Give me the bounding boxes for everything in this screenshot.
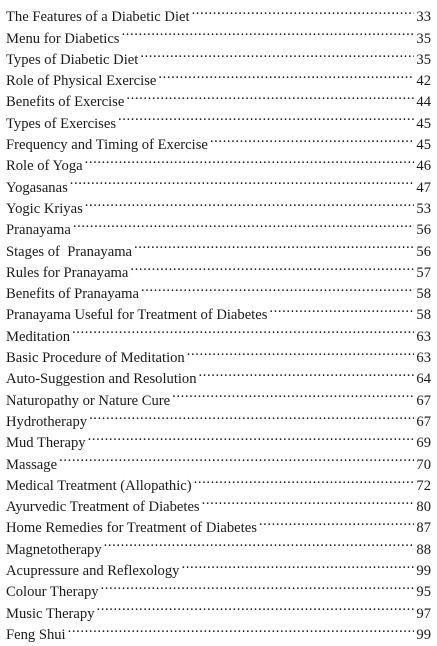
toc-entry-title: Auto-Suggestion and Resolution (6, 371, 197, 388)
toc-entry-page: 67 (416, 413, 431, 430)
toc-entry-massage[interactable] (6, 447, 431, 473)
dot-leader (85, 149, 414, 170)
toc-entry-page: 64 (416, 371, 431, 388)
toc-entry-page: 72 (416, 477, 431, 494)
toc-entry-page: 35 (416, 30, 431, 47)
toc-entry-title: Medical Treatment (Allopathic) (6, 477, 192, 494)
dot-leader (89, 405, 414, 426)
toc-entry-page: 69 (416, 435, 431, 452)
toc-entry-page: 58 (416, 286, 431, 303)
toc-entry-title: Mud Therapy (6, 435, 86, 452)
toc-entry-feng-shui[interactable] (6, 618, 431, 643)
toc-entry-yogasanas[interactable] (6, 170, 431, 196)
toc-entry-page: 97 (416, 605, 431, 622)
toc-entry-page: 47 (416, 179, 431, 196)
dot-leader (172, 383, 414, 404)
toc-entry-title: Stages of Pranayama (6, 243, 133, 260)
toc-entry-title: Menu for Diabetics (6, 30, 120, 47)
dot-leader (202, 490, 414, 511)
dot-leader (141, 277, 414, 298)
dot-leader (130, 256, 414, 277)
toc-entry-page: 58 (416, 307, 431, 324)
toc-entry-page: 53 (416, 200, 431, 217)
dot-leader (158, 64, 414, 85)
toc-entry-title: Massage (6, 456, 58, 473)
toc-entry-title: Role of Yoga (6, 158, 83, 175)
toc-entry-page: 63 (416, 350, 431, 367)
toc-entry-page: 99 (416, 563, 431, 580)
toc-entry-title: Frequency and Timing of Exercise (6, 137, 208, 154)
toc-entry-title: Music Therapy (6, 605, 95, 622)
dot-leader (104, 532, 414, 553)
dot-leader (181, 554, 414, 575)
dot-leader (140, 43, 414, 64)
toc-entry-page: 95 (416, 584, 431, 601)
toc-entry-medical-treatment[interactable] (6, 469, 431, 494)
toc-entry-title: Meditation (6, 328, 71, 345)
toc-entry-title: The Features of a Diabetic Diet (6, 9, 190, 26)
toc-entry-title: Yogasanas (6, 179, 68, 196)
toc-entry-title: Benefits of Exercise (6, 94, 125, 111)
toc-entry-title: Ayurvedic Treatment of Diabetes (6, 499, 200, 516)
dot-leader (134, 234, 414, 255)
dot-leader (70, 170, 414, 191)
dot-leader (101, 575, 414, 596)
dot-leader (73, 213, 414, 234)
toc-entry-page: 45 (416, 137, 431, 154)
dot-leader (59, 447, 414, 468)
dot-leader (194, 469, 414, 490)
toc-entry-page: 56 (416, 222, 431, 239)
dot-leader (199, 362, 414, 383)
dot-leader (88, 426, 414, 447)
table-of-contents (6, 0, 431, 643)
toc-entry-title: Hydrotherapy (6, 413, 88, 430)
toc-entry-title: Benefits of Pranayama (6, 286, 139, 303)
toc-entry-page: 42 (416, 73, 431, 90)
dot-leader (68, 618, 414, 639)
toc-entry-page: 80 (416, 499, 431, 516)
dot-leader (97, 596, 415, 617)
toc-entry-page: 45 (416, 115, 431, 132)
toc-entry-title: Naturopathy or Nature Cure (6, 392, 171, 409)
toc-entry-title: Magnetotherapy (6, 541, 102, 558)
toc-entry-page: 70 (416, 456, 431, 473)
dot-leader (118, 106, 414, 127)
toc-entry-title: Pranayama (6, 222, 71, 239)
toc-entry-title: Types of Diabetic Diet (6, 51, 139, 68)
toc-entry-page: 44 (416, 94, 431, 111)
toc-entry-title: Colour Therapy (6, 584, 99, 601)
toc-entry-page: 88 (416, 541, 431, 558)
toc-entry-title: Role of Physical Exercise (6, 73, 157, 90)
toc-entry-page: 46 (416, 158, 431, 175)
toc-entry-title: Feng Shui (6, 626, 66, 643)
dot-leader (187, 341, 414, 362)
dot-leader (126, 85, 414, 106)
dot-leader (259, 511, 414, 532)
toc-entry-title: Acupressure and Reflexology (6, 563, 180, 580)
toc-entry-page: 56 (416, 243, 431, 260)
toc-entry-page: 63 (416, 328, 431, 345)
toc-entry-title: Pranayama Useful for Treatment of Diabetes (6, 307, 268, 324)
toc-entry-title: Types of Exercises (6, 115, 117, 132)
toc-entry-page: 57 (416, 264, 431, 281)
toc-entry-title: Home Remedies for Treatment of Diabetes (6, 520, 257, 537)
toc-entry-features-of-diabetic-diet[interactable] (6, 0, 431, 26)
toc-entry-page: 99 (416, 626, 431, 643)
dot-leader (85, 192, 414, 213)
dot-leader (121, 21, 414, 42)
dot-leader (210, 128, 414, 149)
dot-leader (269, 298, 414, 319)
toc-entry-page: 35 (416, 51, 431, 68)
toc-entry-title: Basic Procedure of Meditation (6, 350, 185, 367)
toc-entry-title: Rules for Pranayama (6, 264, 129, 281)
dot-leader (192, 0, 414, 21)
dot-leader (72, 319, 414, 340)
toc-entry-page: 87 (416, 520, 431, 537)
toc-entry-page: 67 (416, 392, 431, 409)
toc-entry-page: 33 (416, 9, 431, 26)
toc-entry-title: Yogic Kriyas (6, 200, 83, 217)
